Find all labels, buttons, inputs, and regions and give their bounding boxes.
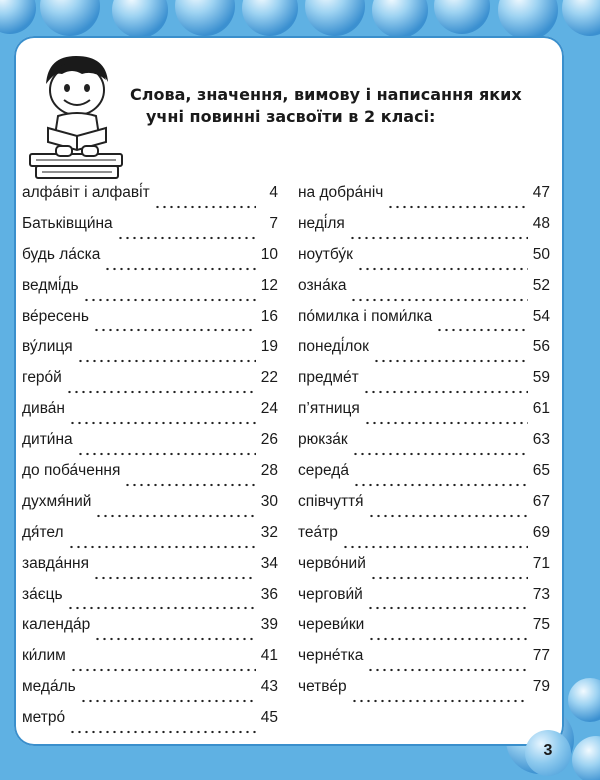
entry-page: 22 (260, 369, 278, 387)
list-item (22, 431, 278, 462)
leader-dots (353, 483, 528, 487)
leader-dots (368, 514, 528, 518)
list-item (298, 308, 550, 339)
list-item (22, 616, 278, 647)
entry-page: 12 (260, 276, 278, 294)
entry-page: 32 (260, 523, 278, 541)
list-item (298, 616, 550, 647)
entry-page: 7 (269, 214, 278, 232)
entry-word: духмя́ний (22, 492, 92, 510)
entry-word: середа́ (298, 462, 349, 480)
entry-word: рюкза́к (298, 431, 348, 449)
leader-dots (83, 298, 256, 302)
entry-page: 75 (532, 616, 550, 634)
leader-dots (124, 483, 256, 487)
entry-word: Батьківщи́на (22, 214, 113, 232)
leader-dots (436, 328, 528, 332)
entry-word: будь ла́ска (22, 245, 101, 263)
list-item (22, 555, 278, 586)
list-item (298, 277, 550, 308)
leader-dots (370, 576, 528, 580)
entry-page: 77 (532, 647, 550, 665)
entry-page: 10 (260, 245, 278, 263)
heading-line-1: Слова, значення, вимову і написання яких (130, 85, 522, 104)
leader-dots (93, 328, 256, 332)
list-item (298, 524, 550, 555)
leader-dots (80, 699, 256, 703)
entry-word: по́милка і поми́лка (298, 307, 433, 325)
entry-page: 41 (260, 647, 278, 665)
entry-word: чергови́й (298, 585, 363, 603)
leader-dots (77, 452, 256, 456)
entry-page: 71 (532, 554, 550, 572)
leader-dots (95, 514, 256, 518)
entry-page: 48 (532, 214, 550, 232)
word-list-left (22, 184, 278, 740)
entry-page: 47 (532, 184, 550, 201)
entry-word: черво́ний (298, 554, 366, 572)
entry-page: 26 (260, 431, 278, 449)
entry-page: 56 (532, 338, 550, 356)
heading-line-2: учні повинні засвоїти в 2 класі: (146, 107, 436, 126)
entry-word: геро́й (22, 369, 62, 387)
entry-word: четве́р (298, 678, 347, 696)
list-item (298, 586, 550, 617)
leader-dots (349, 236, 528, 240)
entry-page: 67 (532, 492, 550, 510)
leader-dots (368, 637, 528, 641)
leader-dots (94, 637, 256, 641)
leader-dots (66, 390, 256, 394)
list-item (298, 246, 550, 277)
entry-word: дива́н (22, 400, 65, 418)
entry-word: метро́ (22, 709, 66, 727)
entry-word: меда́ль (22, 678, 76, 696)
list-item (22, 184, 278, 215)
entry-word: до поба́чення (22, 462, 121, 480)
entry-page: 45 (260, 709, 278, 727)
entry-page: 43 (260, 678, 278, 696)
list-item (22, 493, 278, 524)
list-item (298, 338, 550, 369)
entry-page: 30 (260, 492, 278, 510)
entry-word: черне́тка (298, 647, 364, 665)
entry-word: озна́ка (298, 276, 347, 294)
entry-page: 59 (532, 369, 550, 387)
entry-word: дя́тел (22, 523, 64, 541)
entry-page: 19 (260, 338, 278, 356)
entry-page: 79 (532, 678, 550, 696)
leader-dots (364, 421, 528, 425)
entry-page: 36 (260, 585, 278, 603)
entry-word: на добра́ніч (298, 184, 384, 201)
list-item (22, 400, 278, 431)
list-item (298, 215, 550, 246)
list-item (298, 678, 550, 709)
list-item (22, 308, 278, 339)
entry-word: алфа́віт і алфаві́т (22, 184, 150, 201)
list-item (22, 709, 278, 740)
leader-dots (67, 606, 256, 610)
entry-page: 4 (269, 184, 278, 201)
list-item (22, 369, 278, 400)
leader-dots (93, 576, 256, 580)
list-item (22, 462, 278, 493)
leader-dots (367, 606, 528, 610)
leader-dots (357, 267, 528, 271)
leader-dots (117, 236, 256, 240)
word-list-right (298, 184, 550, 709)
leader-dots (69, 421, 256, 425)
list-item (22, 586, 278, 617)
leader-dots (351, 699, 528, 703)
list-item (298, 555, 550, 586)
leader-dots (367, 668, 528, 672)
leader-dots (77, 359, 256, 363)
entry-page: 50 (532, 245, 550, 263)
entry-word: завда́ння (22, 554, 89, 572)
entry-word: ноутбу́к (298, 245, 353, 263)
entry-page: 24 (260, 400, 278, 418)
entry-page: 73 (532, 585, 550, 603)
entry-word: співчуття́ (298, 492, 364, 510)
entry-page: 28 (260, 462, 278, 480)
entry-page: 54 (532, 307, 550, 325)
entry-word: дити́на (22, 431, 73, 449)
entry-word: ве́ресень (22, 307, 89, 325)
leader-dots (352, 452, 528, 456)
entry-page: 39 (260, 616, 278, 634)
leader-dots (154, 205, 256, 209)
entry-page: 61 (532, 400, 550, 418)
entry-page: 69 (532, 523, 550, 541)
entry-word: ведмі́дь (22, 276, 79, 294)
entry-page: 16 (260, 307, 278, 325)
list-item (22, 246, 278, 277)
leader-dots (342, 545, 528, 549)
list-item (22, 215, 278, 246)
leader-dots (363, 390, 528, 394)
list-item (298, 400, 550, 431)
entry-page: 63 (532, 431, 550, 449)
entry-word: календа́р (22, 616, 91, 634)
list-item (298, 493, 550, 524)
list-item (22, 524, 278, 555)
leader-dots (70, 668, 256, 672)
leader-dots (104, 267, 256, 271)
entry-word: теа́тр (298, 523, 338, 541)
list-item (298, 184, 550, 215)
boy-reading-icon (24, 50, 132, 182)
leader-dots (373, 359, 528, 363)
page-number: 3 (543, 742, 553, 759)
leader-dots (69, 730, 256, 734)
entry-word: ки́лим (22, 647, 66, 665)
page-heading (130, 84, 550, 128)
list-item (22, 338, 278, 369)
entry-word: п’ятниця (298, 400, 360, 418)
list-item (298, 647, 550, 678)
list-item (298, 462, 550, 493)
list-item (298, 431, 550, 462)
entry-page: 65 (532, 462, 550, 480)
entry-page: 34 (260, 554, 278, 572)
leader-dots (350, 298, 528, 302)
entry-word: предме́т (298, 369, 359, 387)
entry-word: неді́ля (298, 214, 345, 232)
entry-word: ву́лиця (22, 338, 73, 356)
list-item (298, 369, 550, 400)
entry-page: 52 (532, 276, 550, 294)
entry-word: череви́ки (298, 616, 365, 634)
list-item (22, 647, 278, 678)
list-item (22, 678, 278, 709)
entry-word: понеді́лок (298, 338, 369, 356)
entry-word: за́єць (22, 585, 63, 603)
leader-dots (68, 545, 256, 549)
leader-dots (387, 205, 528, 209)
list-item (22, 277, 278, 308)
